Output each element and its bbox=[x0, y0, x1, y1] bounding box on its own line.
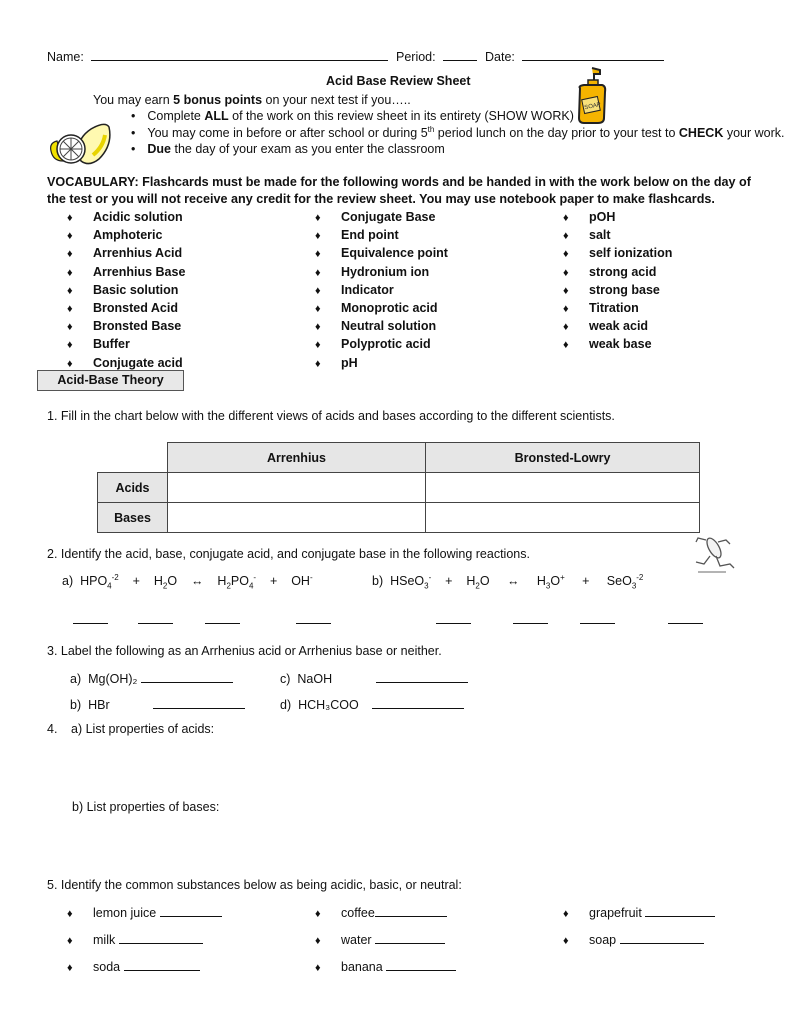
vocab-term: weak base bbox=[589, 337, 652, 352]
compound-hbr: HBr bbox=[88, 698, 110, 712]
vocab-item bbox=[563, 226, 672, 244]
vocab-item bbox=[67, 244, 185, 262]
substance-item bbox=[563, 931, 715, 958]
plus-sign: + bbox=[269, 574, 278, 588]
reactant-h2o: $H_2O$ bbox=[153, 574, 178, 591]
diamond-bullet-icon: ♦ bbox=[563, 339, 569, 352]
vocab-item bbox=[315, 281, 448, 299]
substances-column-1 bbox=[67, 904, 222, 985]
bonus-intro bbox=[93, 93, 411, 107]
answer-blank[interactable] bbox=[160, 904, 222, 917]
substance-item bbox=[67, 904, 222, 931]
reactant-h2o: $H_2O$ bbox=[466, 574, 490, 591]
diamond-bullet-icon: ♦ bbox=[563, 248, 569, 261]
bullet-bold-text: Due bbox=[147, 142, 172, 156]
substance-label: soda bbox=[93, 960, 121, 974]
q3-item-b bbox=[70, 696, 245, 712]
diamond-bullet-icon: ♦ bbox=[315, 357, 321, 370]
item-label: a) bbox=[70, 672, 82, 686]
reaction-b-blank-3[interactable] bbox=[580, 622, 615, 624]
diamond-bullet-icon: ♦ bbox=[315, 266, 321, 279]
reactant-hpo4: $HPO_4^{-2}$ bbox=[80, 572, 119, 591]
vocab-term: Basic solution bbox=[93, 282, 179, 297]
vocab-item bbox=[315, 354, 448, 372]
vocab-term: Acidic solution bbox=[93, 210, 183, 224]
plus-sign: + bbox=[132, 574, 140, 588]
product-seo3: SeO$_3^{-2}$ bbox=[606, 572, 644, 591]
bullet-bold-text: CHECK bbox=[678, 126, 724, 140]
superscript: th bbox=[427, 124, 435, 134]
product-h3o: $H_3O^+$ bbox=[536, 572, 565, 591]
vocab-item bbox=[67, 299, 185, 317]
bases-arrenhius-cell[interactable] bbox=[168, 503, 426, 533]
acids-arrenhius-cell[interactable] bbox=[168, 473, 426, 503]
vocab-term: self ionization bbox=[589, 246, 673, 261]
bullet-icon: • bbox=[131, 109, 136, 123]
question-4b-text: b) List properties of bases: bbox=[72, 800, 220, 814]
vocab-term: Arrenhius Base bbox=[93, 264, 186, 279]
vocab-term: End point bbox=[341, 228, 399, 243]
bullet-icon: • bbox=[131, 126, 136, 140]
q3-item-a bbox=[70, 670, 233, 686]
diamond-bullet-icon: ♦ bbox=[67, 302, 73, 315]
plus-sign: + bbox=[582, 574, 590, 588]
vocabulary-column-3 bbox=[563, 208, 672, 354]
substance-item bbox=[315, 904, 456, 931]
reaction-b-blank-1[interactable] bbox=[436, 622, 471, 624]
table-corner-cell bbox=[98, 443, 168, 473]
answer-blank-b[interactable] bbox=[153, 696, 245, 709]
plus-sign: + bbox=[445, 574, 453, 588]
question-1-text: 1. Fill in the chart below with the different views of acids and bases according to the different scientists. bbox=[47, 409, 615, 423]
answer-blank[interactable] bbox=[645, 904, 715, 917]
compound-mgoh2: Mg(OH)₂ bbox=[88, 672, 138, 686]
substance-label: soap bbox=[589, 933, 617, 947]
vocab-item bbox=[563, 263, 672, 281]
diamond-bullet-icon: ♦ bbox=[67, 230, 73, 243]
reaction-a bbox=[62, 572, 313, 591]
reaction-b-blank-2[interactable] bbox=[513, 622, 548, 624]
vocab-term: pOH bbox=[589, 210, 616, 224]
answer-blank-a[interactable] bbox=[141, 670, 233, 683]
vocab-term: Equivalence point bbox=[341, 246, 448, 261]
substance-label: grapefruit bbox=[589, 906, 642, 920]
question-3-text: 3. Label the following as an Arrhenius acid or Arrhenius base or neither. bbox=[47, 644, 442, 658]
vocab-item bbox=[67, 281, 185, 299]
column-header-bronsted-lowry: Bronsted-Lowry bbox=[426, 443, 700, 473]
diamond-bullet-icon: ♦ bbox=[563, 935, 569, 947]
diamond-bullet-icon: ♦ bbox=[67, 284, 73, 297]
vocab-item bbox=[67, 226, 185, 244]
vocab-term: Titration bbox=[589, 300, 639, 315]
diamond-bullet-icon: ♦ bbox=[315, 962, 321, 974]
bonus-intro-prefix: You may earn bbox=[93, 93, 174, 107]
vocab-term: Arrenhius Acid bbox=[93, 246, 183, 261]
vocabulary-column-1 bbox=[67, 208, 185, 372]
question-4a-text: a) List properties of acids: bbox=[71, 722, 215, 736]
diamond-bullet-icon: ♦ bbox=[67, 357, 73, 370]
diamond-bullet-icon: ♦ bbox=[563, 212, 569, 224]
svg-text:SOAP: SOAP bbox=[583, 102, 602, 112]
diamond-bullet-icon: ♦ bbox=[563, 302, 569, 315]
bullet-text: your work. bbox=[723, 126, 785, 140]
vocab-term: strong base bbox=[589, 282, 660, 297]
question-2-text: 2. Identify the acid, base, conjugate acid, and conjugate base in the following reactions. bbox=[47, 547, 530, 561]
vocab-term: weak acid bbox=[589, 319, 649, 334]
vocab-item bbox=[67, 317, 185, 335]
diamond-bullet-icon: ♦ bbox=[315, 302, 321, 315]
vocab-item bbox=[563, 281, 672, 299]
vocab-item bbox=[315, 335, 448, 353]
vocabulary-intro-line2: the test or you will not receive any credit for the review sheet. You may use notebook paper to make flashcards. bbox=[47, 192, 715, 206]
diamond-bullet-icon: ♦ bbox=[67, 248, 73, 261]
question-4-number: 4. bbox=[47, 722, 58, 736]
table-row bbox=[98, 503, 700, 533]
substance-label: coffee bbox=[341, 906, 375, 920]
bullet-text: Complete bbox=[147, 109, 205, 123]
diamond-bullet-icon: ♦ bbox=[315, 908, 321, 920]
date-line bbox=[485, 48, 664, 64]
vocab-term: salt bbox=[589, 228, 611, 243]
reaction-a-blank-2[interactable] bbox=[138, 622, 173, 624]
vocab-term: Bronsted Acid bbox=[93, 300, 178, 315]
vocabulary-column-2 bbox=[315, 208, 448, 372]
diamond-bullet-icon: ♦ bbox=[315, 248, 321, 261]
q3-item-d bbox=[280, 696, 464, 712]
reaction-b-label: b) bbox=[372, 574, 384, 588]
diamond-bullet-icon: ♦ bbox=[67, 321, 73, 334]
bonus-intro-suffix: on your next test if you….. bbox=[262, 93, 411, 107]
substance-item bbox=[67, 958, 222, 985]
diamond-bullet-icon: ♦ bbox=[315, 935, 321, 947]
substance-label: lemon juice bbox=[93, 906, 157, 920]
column-header-arrenhius: Arrenhius bbox=[168, 443, 426, 473]
vocab-item bbox=[315, 208, 448, 226]
answer-blank[interactable] bbox=[620, 931, 704, 944]
diamond-bullet-icon: ♦ bbox=[67, 908, 73, 920]
vocab-term: pH bbox=[341, 355, 358, 370]
bonus-bullet-2 bbox=[131, 126, 785, 140]
acids-bronsted-lowry-cell[interactable] bbox=[426, 473, 700, 503]
vocab-item bbox=[315, 317, 448, 335]
vocab-term: Monoprotic acid bbox=[341, 300, 438, 315]
diamond-bullet-icon: ♦ bbox=[67, 935, 73, 947]
vocab-term: Amphoteric bbox=[93, 228, 163, 243]
question-5-text: 5. Identify the common substances below as being acidic, basic, or neutral: bbox=[47, 878, 462, 892]
soap-bottle-icon bbox=[570, 66, 610, 126]
diamond-bullet-icon: ♦ bbox=[563, 321, 569, 334]
reaction-b-blank-4[interactable] bbox=[668, 622, 703, 624]
diamond-bullet-icon: ♦ bbox=[315, 230, 321, 243]
compound-naoh: NaOH bbox=[297, 672, 333, 686]
diamond-bullet-icon: ♦ bbox=[67, 212, 73, 224]
bullet-icon: • bbox=[131, 142, 136, 156]
item-label: b) bbox=[70, 698, 82, 712]
vocab-term: Bronsted Base bbox=[93, 319, 182, 334]
vocab-item bbox=[563, 317, 672, 335]
answer-blank[interactable] bbox=[119, 931, 203, 944]
vocab-term: strong acid bbox=[589, 264, 657, 279]
substance-item bbox=[67, 931, 222, 958]
diamond-bullet-icon: ♦ bbox=[315, 321, 321, 334]
item-label: c) bbox=[280, 672, 291, 686]
table-row bbox=[98, 473, 700, 503]
bonus-bullet-3 bbox=[131, 142, 445, 156]
diamond-bullet-icon: ♦ bbox=[67, 962, 73, 974]
vocab-item bbox=[67, 335, 185, 353]
reaction-a-label: a) bbox=[62, 574, 74, 588]
vocab-item bbox=[67, 208, 185, 226]
name-line bbox=[47, 48, 388, 64]
answer-blank[interactable] bbox=[124, 958, 200, 971]
bonus-bullet-1 bbox=[131, 109, 574, 123]
vocab-item bbox=[315, 263, 448, 281]
diamond-bullet-icon: ♦ bbox=[67, 266, 73, 279]
vocab-item bbox=[563, 299, 672, 317]
vocab-term: Hydronium ion bbox=[341, 264, 430, 279]
vocab-item bbox=[563, 335, 672, 353]
diamond-bullet-icon: ♦ bbox=[563, 908, 569, 920]
name-field[interactable] bbox=[91, 48, 388, 61]
diamond-bullet-icon: ♦ bbox=[67, 339, 73, 352]
running-figure-icon bbox=[690, 534, 738, 576]
bullet-text: You may come in before or after school or during 5 bbox=[147, 126, 428, 140]
answer-blank-d[interactable] bbox=[372, 696, 464, 709]
diamond-bullet-icon: ♦ bbox=[563, 230, 569, 243]
bullet-text: of the work on this review sheet in its entirety (SHOW WORK) bbox=[228, 109, 574, 123]
vocab-term: Buffer bbox=[93, 337, 130, 352]
vocab-term: Neutral solution bbox=[341, 319, 437, 334]
substances-column-2 bbox=[315, 904, 456, 985]
reactant-hseo3: HSeO$_3$- bbox=[390, 572, 432, 591]
substance-item bbox=[315, 931, 456, 958]
answer-blank-c[interactable] bbox=[376, 670, 468, 683]
diamond-bullet-icon: ♦ bbox=[563, 284, 569, 297]
diamond-bullet-icon: ♦ bbox=[315, 212, 321, 224]
reaction-b bbox=[372, 572, 644, 591]
period-label: Period: bbox=[396, 50, 436, 64]
table-header-row bbox=[98, 443, 700, 473]
diamond-bullet-icon: ♦ bbox=[563, 266, 569, 279]
bases-bronsted-lowry-cell[interactable] bbox=[426, 503, 700, 533]
diamond-bullet-icon: ♦ bbox=[315, 284, 321, 297]
vocab-term: Conjugate Base bbox=[341, 210, 436, 224]
answer-blank[interactable] bbox=[375, 931, 445, 944]
reaction-a-blank-4[interactable] bbox=[296, 622, 331, 624]
date-field[interactable] bbox=[522, 48, 664, 61]
substance-label: water bbox=[341, 933, 372, 947]
date-label: Date: bbox=[485, 50, 515, 64]
vocab-item bbox=[315, 299, 448, 317]
vocab-item bbox=[67, 354, 185, 372]
equilibrium-arrow-icon: ↔ bbox=[506, 574, 520, 588]
q3-item-c bbox=[280, 670, 468, 686]
bullet-text: period lunch on the day prior to your test to bbox=[434, 126, 679, 140]
substance-item bbox=[563, 904, 715, 931]
vocab-term: Conjugate acid bbox=[93, 355, 183, 370]
item-label: d) bbox=[280, 698, 292, 712]
period-line bbox=[396, 48, 477, 64]
answer-blank[interactable] bbox=[386, 958, 456, 971]
vocab-item bbox=[315, 244, 448, 262]
reaction-a-blank-3[interactable] bbox=[205, 622, 240, 624]
product-h2po4: $H_2PO_4^-$ bbox=[217, 572, 257, 591]
row-header-bases: Bases bbox=[98, 503, 168, 533]
lemon-icon bbox=[47, 121, 113, 167]
page-title: Acid Base Review Sheet bbox=[326, 74, 471, 88]
bonus-points-text: 5 bonus points bbox=[173, 93, 263, 107]
acid-base-views-table bbox=[97, 442, 700, 533]
bullet-text: the day of your exam as you enter the classroom bbox=[171, 142, 445, 156]
vocab-item bbox=[67, 263, 185, 281]
vocab-term: Indicator bbox=[341, 282, 394, 297]
substance-label: banana bbox=[341, 960, 383, 974]
substance-item bbox=[315, 958, 456, 985]
period-field[interactable] bbox=[443, 48, 477, 61]
substances-column-3 bbox=[563, 904, 715, 958]
name-label: Name: bbox=[47, 50, 84, 64]
product-oh: OH- bbox=[291, 572, 313, 588]
vocab-term: Polyprotic acid bbox=[341, 337, 431, 352]
vocab-item bbox=[563, 208, 672, 226]
vocabulary-intro-line1: VOCABULARY: Flashcards must be made for the following words and be handed in with the work below on the day of bbox=[47, 175, 751, 189]
answer-blank[interactable] bbox=[375, 904, 447, 917]
vocab-item bbox=[315, 226, 448, 244]
diamond-bullet-icon: ♦ bbox=[315, 339, 321, 352]
bullet-bold-text: ALL bbox=[204, 109, 229, 123]
equilibrium-arrow-icon: ↔ bbox=[191, 574, 204, 588]
reaction-a-blank-1[interactable] bbox=[73, 622, 108, 624]
compound-hch3coo: HCH₃COO bbox=[298, 698, 359, 712]
vocab-item bbox=[563, 244, 672, 262]
substance-label: milk bbox=[93, 933, 116, 947]
section-heading-acid-base-theory: Acid-Base Theory bbox=[37, 370, 184, 391]
row-header-acids: Acids bbox=[98, 473, 168, 503]
